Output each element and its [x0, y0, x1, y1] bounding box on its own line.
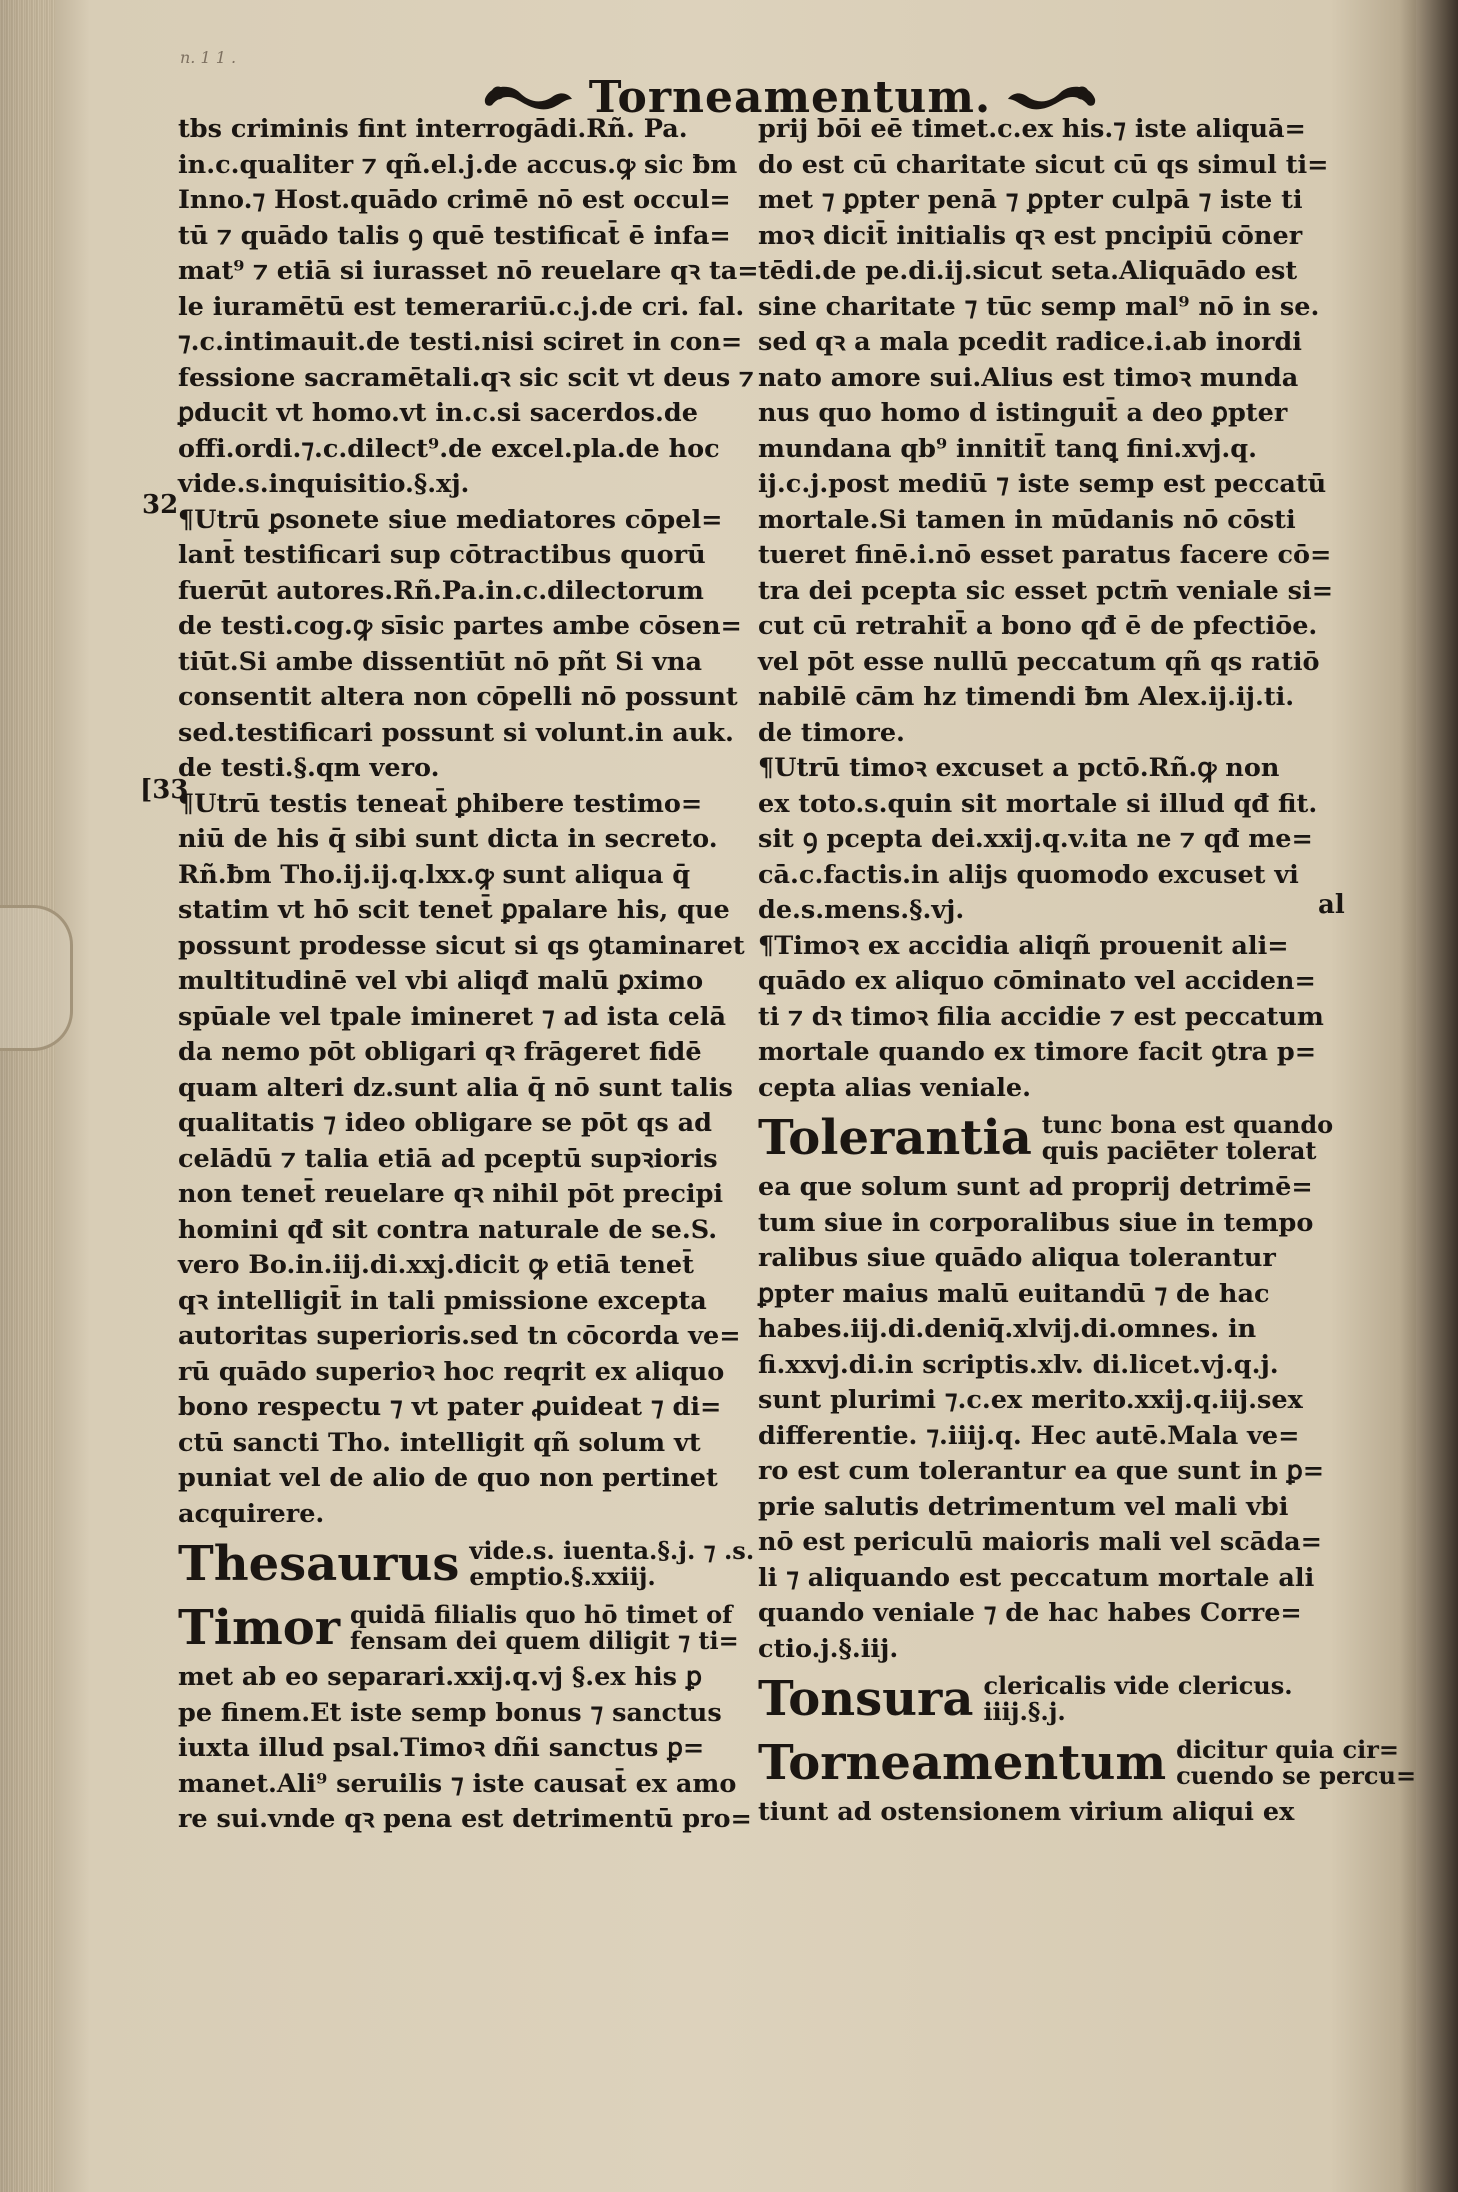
text-line: puniat vel de alio de quo non pertinet [178, 1463, 718, 1493]
text-line: tra dei pcepta sic esset pctm̄ veniale si= [758, 575, 1334, 606]
text-line: tbs criminis fint interrogādi.Rñ. Pa. [178, 114, 688, 144]
text-line: non tenet̄ reuelare qꝛ nihil pōt precipi [178, 1179, 724, 1209]
entry-thesaurus [178, 1532, 755, 1596]
entry-subtext-line: iiij.§.j. [983, 1697, 1066, 1726]
entry-subtext-line: quis paciēter tolerat [1041, 1136, 1317, 1165]
text-line: tiunt ad ostensionem virium aliqui ex [758, 1797, 1295, 1827]
section-number: 32 [142, 490, 179, 520]
text-line: Inno.⁊ Host.quādo crimē nō est occul= [178, 185, 731, 215]
text-line: mortale.Si tamen in mūdanis nō cōsti [758, 504, 1296, 535]
section-number: [33 [140, 775, 189, 805]
text-line: lant̄ testificari sup cōtractibus quorū [178, 540, 706, 570]
text-line: sit ꝯ pcepta dei.xxij.q.v.ita ne ⁊ qđ me= [758, 824, 1313, 854]
text-line: tū ⁊ quādo talis ꝯ quē testificat̄ ē infa= [178, 220, 731, 251]
text-line: statim vt hō scit tenet̄ ꝑpalare his, que [178, 895, 730, 925]
text-line: mortale quando ex timore facit ꝯtra p= [758, 1037, 1317, 1067]
text-line: nō est periculū maioris mali vel scāda= [758, 1527, 1323, 1557]
book-clip [0, 905, 73, 1051]
entry-tonsura [758, 1667, 1323, 1731]
text-line: le iuramētū est temerariū.c.j.de cri. fal. [178, 291, 745, 322]
text-line: met ⁊ ꝑpter penā ⁊ ꝑpter culpā ⁊ iste ti [758, 185, 1303, 215]
text-line: possunt prodesse sicut si qs ꝯtaminaret [178, 930, 745, 961]
text-line: sed.testificari possunt si volunt.in auk. [178, 717, 734, 748]
binding-gutter [1416, 0, 1458, 2192]
right-column [758, 112, 1417, 1831]
text-line: re sui.vnde qꝛ pena est detrimentū pro= [178, 1804, 752, 1834]
text-line: nabilē cām hz timendi ƀm Alex.ij.ij.ti. [758, 682, 1295, 712]
entry-head-word: Tolerantia [758, 1110, 1032, 1166]
text-line: multitudinē vel vbi aliqđ malū ꝑximo [178, 966, 704, 996]
entry-subtext [469, 1538, 754, 1590]
text-line: manet.Ali⁹ seruilis ⁊ iste causat̄ ex amo [178, 1768, 737, 1799]
text-line: ¶Utrū ꝑsonete siue mediatores cōpel= [178, 504, 723, 535]
text-line: ctū sancti Tho. intelligit qñ solum vt [178, 1427, 701, 1458]
text-line: vel pōt esse nullū peccatum qñ qs ratiō [758, 646, 1320, 677]
text-line: ¶Utrū testis teneat̄ ꝑhibere testimo= [178, 788, 703, 819]
text-line: ex toto.s.quin sit mortale si illud qđ fit. [758, 788, 1318, 819]
text-line: sed qꝛ a mala pcedit radice.i.ab inordi [758, 327, 1302, 357]
text-line: habes.iij.di.deniq̄.xlvij.di.omnes. in [758, 1314, 1257, 1344]
text-line: ctio.j.§.iij. [758, 1633, 899, 1664]
text-line: homini qđ sit contra naturale de se.S. [178, 1214, 718, 1245]
text-line: da nemo pōt obligari qꝛ frāgeret fidē [178, 1037, 702, 1067]
text-line: de testi.§.qm vero. [178, 753, 440, 783]
text-line: cā.c.factis.in alijs quomodo excuset vi [758, 859, 1299, 890]
text-line: ¶Timoꝛ ex accidia aliqñ prouenit ali= [758, 930, 1289, 961]
text-line: nus quo homo d istinguit̄ a deo ꝑpter [758, 398, 1288, 428]
text-line: quando veniale ⁊ de hac habes Corre= [758, 1598, 1302, 1628]
text-line: mundana qb⁹ innitit̄ tanꝗ fini.xvj.q. [758, 433, 1258, 464]
entry-head-word: Timor [178, 1600, 341, 1656]
text-line: ¶Utrū timoꝛ excuset a pctō.Rñ.ꝙ non [758, 753, 1280, 783]
text-line: ꝑpter maius malū euitandū ⁊ de hac [758, 1278, 1270, 1309]
text-line: ralibus siue quādo aliqua tolerantur [758, 1243, 1276, 1273]
text-line: vero Bo.in.iij.di.xxj.dicit ꝙ etiā tenet̄ [178, 1250, 694, 1280]
page-edges [0, 0, 55, 2192]
entry-subtext-line: quidā filialis quo hō timet of [350, 1600, 733, 1629]
margin-annotation: al [1318, 890, 1345, 920]
text-line: iuxta illud psal.Timoꝛ dñi sanctus ꝑ= [178, 1733, 705, 1763]
entry-subtext [1042, 1112, 1333, 1164]
text-line: quam alteri dz.sunt alia q̄ nō sunt talis [178, 1072, 733, 1103]
text-line: niū de his q̄ sibi sunt dicta in secreto. [178, 824, 718, 854]
text-line: offi.ordi.⁊.c.dilect⁹.de excel.pla.de hoc [178, 433, 720, 464]
text-line: spūale vel tpale imineret ⁊ ad ista celā [178, 1001, 726, 1032]
text-line: celādū ⁊ talia etiā ad pceptū supꝛioris [178, 1143, 718, 1174]
entry-timor [178, 1596, 743, 1660]
left-fleuron-icon [480, 77, 575, 117]
entry-subtext-line: tunc bona est quando [1041, 1110, 1334, 1139]
text-line: ij.c.j.post mediū ⁊ iste semp est peccatū [758, 469, 1327, 499]
text-line: mat⁹ ⁊ etiā si iurasset nō reuelare qꝛ ta= [178, 256, 759, 286]
text-line: cut cū retrahit̄ a bono qđ ē de pfectiōe. [758, 611, 1318, 641]
text-line: ⁊.c.intimauit.de testi.nisi sciret in con= [178, 327, 743, 357]
text-line: autoritas superioris.sed tn cōcorda ve= [178, 1321, 741, 1351]
entry-subtext-line: cuendo se percu= [1176, 1761, 1417, 1790]
text-line: vide.s.inquisitio.§.xj. [178, 469, 470, 499]
text-line: tum siue in corporalibus siue in tempo [758, 1207, 1314, 1238]
text-line: met ab eo separari.xxij.q.vj §.ex his ꝑ [178, 1662, 703, 1692]
entry-head-word: Tonsura [758, 1671, 974, 1727]
text-line: qualitatis ⁊ ideo obligare se pōt qs ad [178, 1108, 712, 1138]
text-line: moꝛ dicit̄ initialis qꝛ est pncipiū cōner [758, 220, 1303, 251]
text-line: qꝛ intelligit̄ in tali pmissione excepta [178, 1285, 707, 1316]
text-line: fi.xxvj.di.in scriptis.xlv. di.licet.vj.q.j. [758, 1349, 1279, 1380]
text-line: sunt plurimi ⁊.c.ex merito.xxij.q.iij.sex [758, 1385, 1303, 1415]
text-line: acquirere. [178, 1498, 325, 1529]
text-line: prij bōi eē timet.c.ex his.⁊ iste aliquā= [758, 114, 1306, 144]
entry-subtext [1176, 1737, 1416, 1789]
entry-tolerantia [758, 1106, 1334, 1170]
header-title: Torneamentum. [588, 71, 992, 123]
left-column [178, 112, 759, 1838]
text-line: tiūt.Si ambe dissentiūt nō pñt Si vna [178, 646, 703, 677]
text-line: Rñ.ƀm Tho.ij.ij.q.lxx.ꝙ sunt aliqua q̄ [178, 859, 691, 890]
entry-subtext-line: vide.s. iuenta.§.j. ⁊ .s. [469, 1536, 755, 1565]
entry-subtext [983, 1673, 1292, 1725]
text-line: li ⁊ aliquando est peccatum mortale ali [758, 1562, 1315, 1593]
text-line: do est cū charitate sicut cū qs simul ti= [758, 149, 1329, 180]
entry-torneamentum [758, 1731, 1417, 1795]
text-line: quādo ex aliquo cōminato vel acciden= [758, 966, 1316, 996]
text-line: ea que solum sunt ad proprij detrimē= [758, 1172, 1313, 1202]
text-line: fessione sacramētali.qꝛ sic scit vt deus ⁊ [178, 362, 754, 393]
text-line: rū quādo superioꝛ hoc reqrit ex aliquo [178, 1356, 725, 1387]
pencil-note: n. 1 1 . [180, 48, 237, 67]
text-line: fuerūt autores.Rñ.Pa.in.c.dilectorum [178, 575, 704, 606]
text-line: bono respectu ⁊ vt pater ꝓuideat ⁊ di= [178, 1392, 722, 1422]
text-line: nato amore sui.Alius est timoꝛ munda [758, 362, 1299, 393]
entry-head-word: Torneamentum [758, 1735, 1167, 1791]
text-line: de.s.mens.§.vj. [758, 895, 965, 925]
text-line: tueret finē.i.nō esset paratus facere cō= [758, 540, 1332, 570]
text-line: de timore. [758, 717, 905, 748]
text-line: consentit altera non cōpelli nō possunt [178, 682, 738, 712]
text-line: pe finem.Et iste semp bonus ⁊ sanctus [178, 1697, 722, 1728]
text-line: ꝑducit vt homo.vt in.c.si sacerdos.de [178, 398, 698, 428]
right-fleuron-icon [1005, 77, 1100, 117]
entry-subtext-line: fensam dei quem diligit ⁊ ti= [350, 1626, 739, 1655]
text-line: sine charitate ⁊ tūc semp mal⁹ nō in se. [758, 291, 1320, 322]
entry-subtext-line: dicitur quia cir= [1176, 1735, 1400, 1764]
text-line: tēdi.de pe.di.ij.sicut seta.Aliquādo est [758, 256, 1298, 286]
text-line: prie salutis detrimentum vel mali vbi [758, 1491, 1289, 1522]
entry-subtext [350, 1602, 739, 1654]
text-line: in.c.qualiter ⁊ qñ.el.j.de accus.ꝙ sic ƀm [178, 149, 738, 180]
text-line: ti ⁊ dꝛ timoꝛ filia accidie ⁊ est peccatum [758, 1001, 1324, 1032]
entry-subtext-line: emptio.§.xxiij. [469, 1562, 656, 1591]
text-line: cepta alias veniale. [758, 1072, 1031, 1103]
text-line: ro est cum tolerantur ea que sunt in ꝑ= [758, 1456, 1325, 1486]
entry-head-word: Thesaurus [178, 1536, 460, 1592]
entry-subtext-line: clericalis vide clericus. [983, 1671, 1293, 1700]
text-line: differentie. ⁊.iiij.q. Hec autē.Mala ve= [758, 1420, 1300, 1451]
text-line: de testi.cog.ꝙ sīsic partes ambe cōsen= [178, 611, 742, 641]
